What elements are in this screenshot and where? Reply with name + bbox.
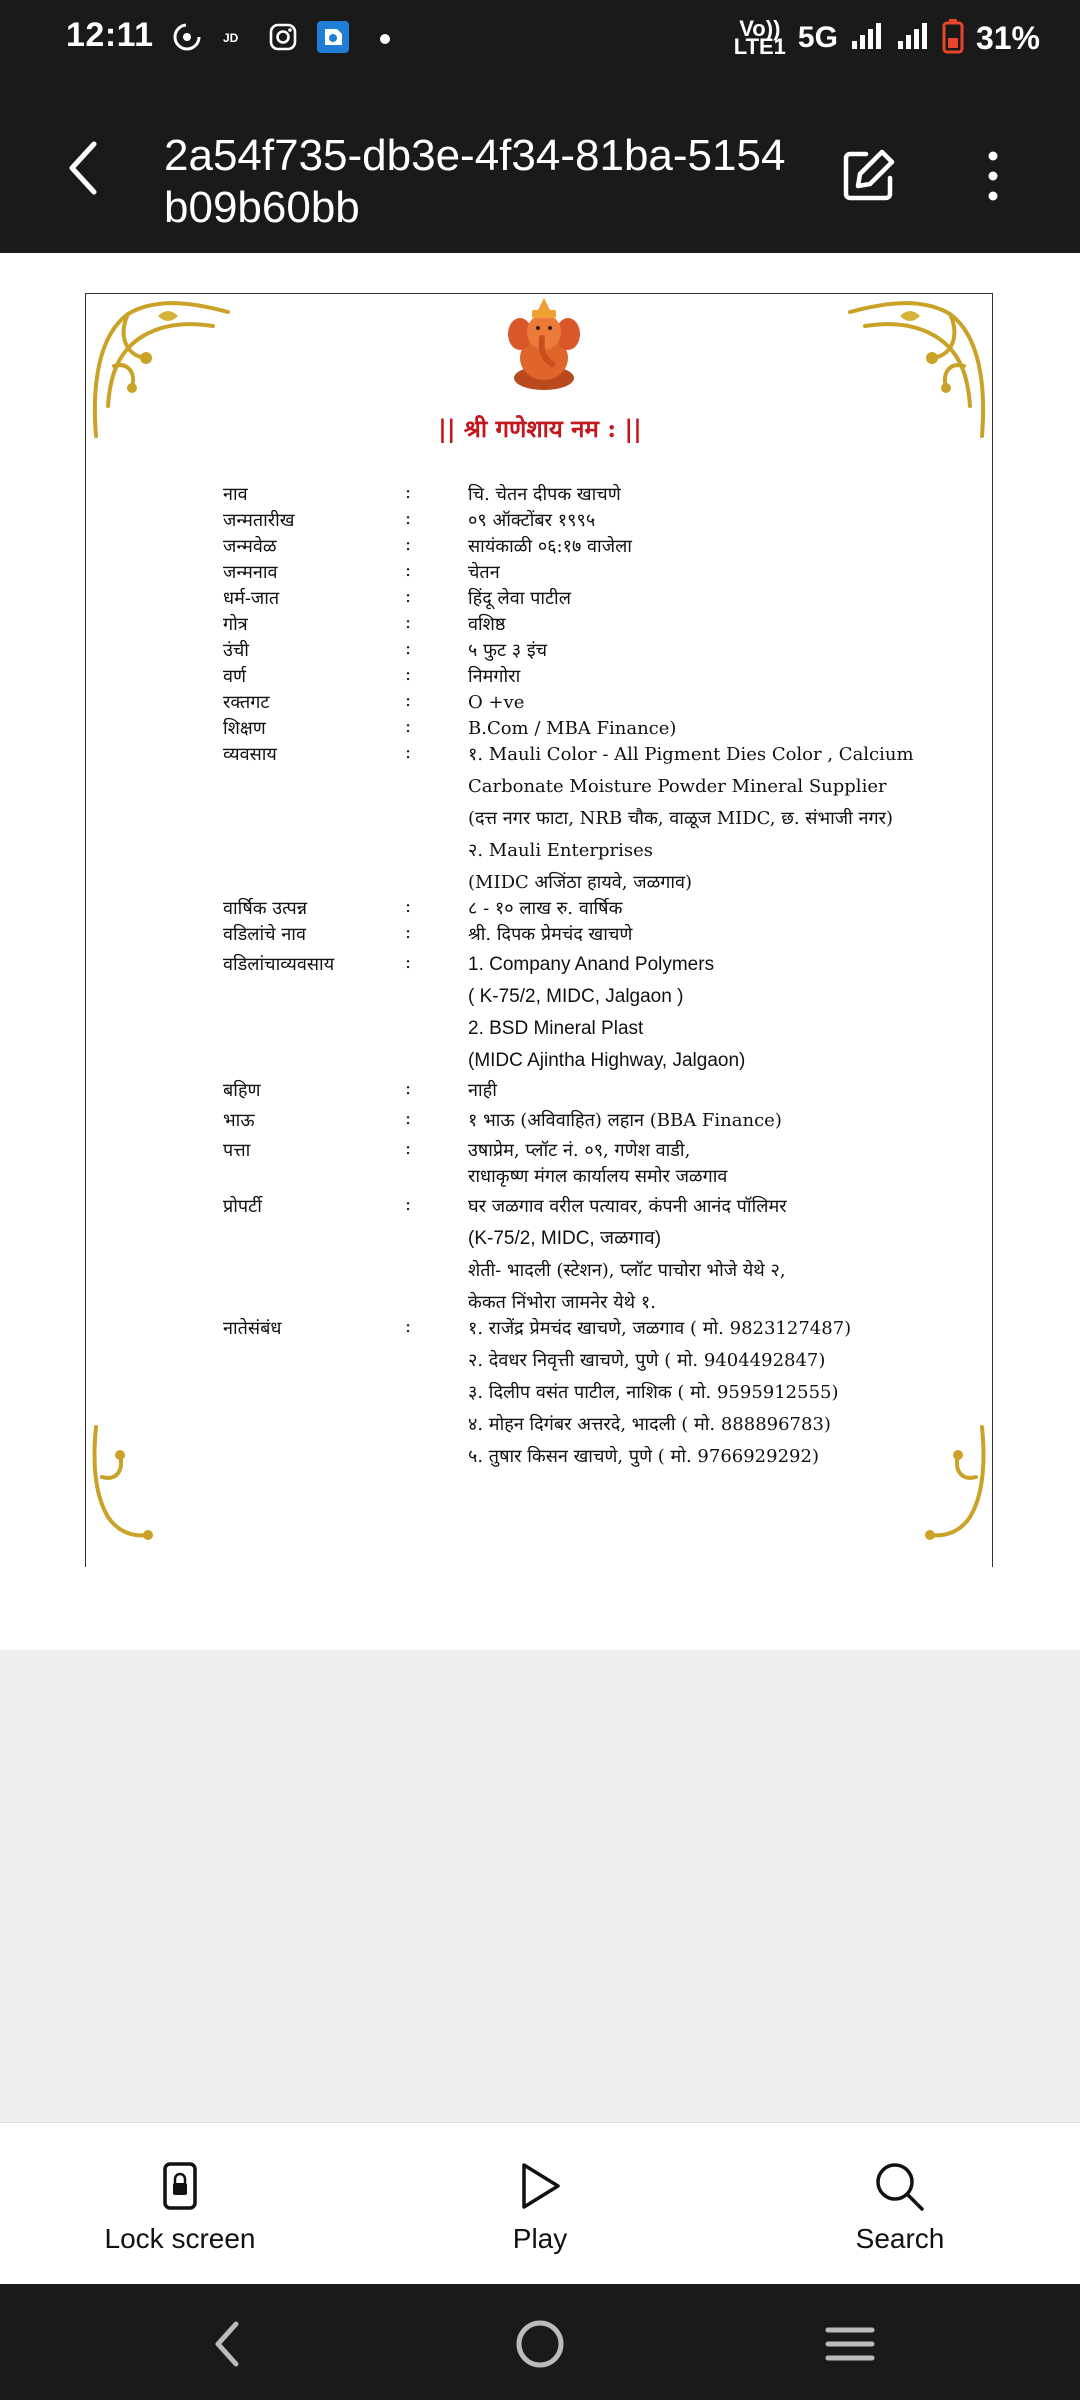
biodata-row (223, 586, 983, 612)
signal-icon-sim2 (896, 21, 930, 56)
field-value-line: 2. BSD Mineral Plast (468, 1018, 644, 1039)
biodata-row (223, 534, 983, 560)
system-status (734, 18, 1040, 58)
field-value-line: ८ - १० लाख रु. वार्षिक (468, 898, 623, 919)
field-value-line: ५ फुट ३ इंच (468, 640, 548, 661)
biodata-row (223, 560, 983, 586)
field-separator: : (405, 742, 412, 763)
biodata-row (223, 1138, 983, 1190)
field-label: जन्मतारीख (223, 510, 295, 531)
field-value-line: ३. दिलीप वसंत पाटील, नाशिक ( मो. 9595912555) (468, 1382, 839, 1403)
field-value (468, 508, 983, 534)
field-label: रक्तगट (223, 692, 270, 713)
field-value (468, 612, 983, 638)
field-value-line: राधाकृष्ण मंगल कार्यालय समोर जळगाव (468, 1166, 728, 1187)
play-button[interactable] (420, 2161, 660, 2271)
field-value (468, 560, 983, 586)
status-bar (0, 0, 1080, 78)
field-value-line: १ भाऊ (अविवाहित) लहान (BBA Finance) (468, 1110, 782, 1131)
field-value-line: ०९ ऑक्टोंबर १९९५ (468, 510, 596, 531)
biodata-row (223, 1316, 983, 1470)
field-separator: : (405, 922, 412, 943)
field-value-line: 1. Company Anand Polymers (468, 954, 715, 975)
search-label: Search (855, 2223, 945, 2254)
field-value (468, 1078, 983, 1104)
biodata-row (223, 742, 983, 896)
search-button[interactable] (780, 2161, 1020, 2271)
field-value-line: घर जळगाव वरील पत्यावर, कंपनी आनंद पॉलिमर (468, 1196, 787, 1217)
field-value (468, 922, 983, 948)
nav-home-icon (510, 2314, 570, 2374)
field-separator: : (405, 1138, 412, 1159)
more-options-button[interactable] (975, 148, 1011, 204)
field-label: वडिलांचाव्यवसाय (223, 954, 335, 975)
nav-back-icon (198, 2314, 258, 2374)
field-value (468, 1138, 983, 1190)
field-value-line: ( K-75/2, MIDC, Jalgaon ) (468, 986, 684, 1007)
jd-icon (220, 22, 250, 56)
battery-percent: 31% (975, 19, 1040, 56)
field-separator: : (405, 508, 412, 529)
field-value (468, 716, 983, 742)
field-label: उंची (223, 640, 249, 661)
invocation-heading: || श्री गणेशाय नम : || (438, 414, 642, 443)
signal-icon (850, 21, 884, 56)
lock-screen-label: Lock screen (104, 2223, 256, 2254)
instagram-icon (268, 22, 298, 56)
biodata-row (223, 952, 983, 1074)
data-saver-icon (172, 22, 202, 56)
field-label: बहिण (223, 1080, 261, 1101)
edit-button[interactable] (840, 148, 896, 204)
field-value-line: (MIDC Ajintha Highway, Jalgaon) (468, 1050, 746, 1071)
field-separator: : (405, 716, 412, 737)
field-value (468, 952, 983, 1074)
volte-top: Vo)) (739, 16, 781, 41)
biodata-row (223, 612, 983, 638)
field-value-line: उषाप्रेम, प्लॉट नं. ०९, गणेश वाडी, (468, 1140, 691, 1161)
biodata-row (223, 716, 983, 742)
field-value-line: २. देवधर निवृत्ती खाचणे, पुणे ( मो. 9404492847) (468, 1350, 826, 1371)
field-value (468, 586, 983, 612)
corner-ornament-icon (88, 1417, 238, 1567)
back-arrow-icon (60, 140, 110, 196)
ganesh-icon (506, 298, 582, 392)
field-label: नातेसंबंध (223, 1318, 282, 1339)
field-label: गोत्र (223, 614, 248, 635)
nav-menu-icon (820, 2314, 880, 2374)
field-value (468, 896, 983, 922)
edit-icon (840, 148, 896, 204)
field-separator: : (405, 534, 412, 555)
field-separator: : (405, 896, 412, 917)
field-separator: : (405, 560, 412, 581)
field-separator: : (405, 638, 412, 659)
nav-home-button[interactable] (510, 2314, 570, 2374)
field-value-line: नाही (468, 1080, 497, 1101)
biodata-details (223, 482, 983, 1470)
field-separator: : (405, 664, 412, 685)
field-separator: : (405, 1108, 412, 1129)
field-value (468, 664, 983, 690)
dot-icon (380, 34, 390, 44)
app-notification-icon (316, 20, 350, 58)
field-value (468, 742, 983, 896)
field-label: नाव (223, 484, 248, 505)
document-title: 2a54f735-db3e-4f34-81ba-5154b09b60bb (164, 131, 786, 232)
field-label: प्रोपर्टी (223, 1196, 262, 1217)
field-value-line: शेती- भादली (स्टेशन), प्लॉट पाचोरा भोजे येथे २, (468, 1260, 786, 1281)
field-separator: : (405, 1078, 412, 1099)
play-icon (518, 2161, 562, 2211)
back-button[interactable] (60, 140, 110, 196)
field-value-line: (K-75/2, MIDC, जळगाव) (468, 1228, 662, 1249)
more-vert-icon (975, 148, 1011, 204)
field-value-line: ४. मोहन दिगंबर अत्तरदे, भादली ( मो. 888896783) (468, 1414, 831, 1435)
field-value (468, 638, 983, 664)
volte-bottom: LTE1 (733, 34, 786, 59)
biodata-row (223, 922, 983, 948)
field-label: वर्ण (223, 666, 247, 687)
field-value (468, 690, 983, 716)
navigation-bar (0, 2284, 1080, 2400)
field-value-line: केकत निंभोरा जामनेर येथे १. (468, 1292, 656, 1313)
field-separator: : (405, 612, 412, 633)
field-value-line: (MIDC अजिंठा हायवे, जळगाव) (468, 872, 693, 893)
play-label: Play (512, 2223, 568, 2254)
field-value-line: चि. चेतन दीपक खाचणे (468, 484, 621, 505)
field-value (468, 534, 983, 560)
field-value (468, 1108, 983, 1134)
field-label: वार्षिक उत्पन्न (223, 898, 307, 919)
lock-screen-button[interactable] (60, 2161, 300, 2271)
network-type: 5G (797, 21, 838, 54)
bottom-toolbar (0, 2122, 1080, 2284)
biodata-row (223, 1194, 983, 1316)
field-label: शिक्षण (223, 718, 266, 739)
svg-text:JD: JD (223, 31, 239, 45)
field-value-line: सायंकाळी ०६:१७ वाजेला (468, 536, 632, 557)
document-viewer[interactable] (0, 253, 1080, 1650)
biodata-row (223, 690, 983, 716)
field-separator: : (405, 1316, 412, 1337)
biodata-row (223, 1078, 983, 1104)
nav-recents-button[interactable] (820, 2314, 880, 2374)
field-value (468, 482, 983, 508)
field-value-line: निमगोरा (468, 666, 521, 687)
field-value-line: वशिष्ठ (468, 614, 506, 635)
battery-icon (942, 18, 964, 59)
field-value-line: श्री. दिपक प्रेमचंद खाचणे (468, 924, 633, 945)
biodata-row (223, 664, 983, 690)
app-bar (0, 78, 1080, 253)
biodata-row (223, 896, 983, 922)
biodata-row (223, 638, 983, 664)
volte-indicator (733, 16, 786, 59)
status-time: 12:11 (66, 16, 154, 54)
field-value-line: चेतन (468, 562, 500, 583)
field-label: पत्ता (223, 1140, 251, 1161)
field-separator: : (405, 952, 412, 973)
field-separator: : (405, 690, 412, 711)
lock-phone-icon (162, 2161, 198, 2211)
nav-back-button[interactable] (198, 2314, 258, 2374)
field-value (468, 1194, 983, 1316)
document-page (85, 293, 993, 1567)
biodata-row (223, 1108, 983, 1134)
field-label: जन्मवेळ (223, 536, 277, 557)
search-icon (874, 2161, 926, 2211)
field-value-line: १. Mauli Color - All Pigment Dies Color , Calcium (468, 744, 914, 765)
notification-icons (172, 22, 390, 56)
field-value-line: (दत्त नगर फाटा, NRB चौक, वाळूज MIDC, छ. संभाजी नगर) (468, 808, 894, 829)
field-value-line: हिंदू लेवा पाटील (468, 588, 571, 609)
field-value-line: २. Mauli Enterprises (468, 840, 654, 861)
field-value-line: B.Com / MBA Finance) (468, 718, 677, 739)
field-separator: : (405, 586, 412, 607)
field-value (468, 1316, 983, 1470)
field-label: धर्म-जात (223, 588, 280, 609)
field-label: व्यवसाय (223, 744, 277, 765)
field-separator: : (405, 1194, 412, 1215)
field-label: भाऊ (223, 1110, 255, 1131)
field-label: जन्मनाव (223, 562, 278, 583)
field-separator: : (405, 482, 412, 503)
biodata-row (223, 482, 983, 508)
biodata-row (223, 508, 983, 534)
field-value-line: Carbonate Moisture Powder Mineral Supplier (468, 776, 887, 797)
field-value-line: O +ve (468, 692, 525, 713)
field-value-line: १. राजेंद्र प्रेमचंद खाचणे, जळगाव ( मो. 9823127487) (468, 1318, 852, 1339)
field-label: वडिलांचे नाव (223, 924, 306, 945)
field-value-line: ५. तुषार किसन खाचणे, पुणे ( मो. 9766929292) (468, 1446, 819, 1467)
